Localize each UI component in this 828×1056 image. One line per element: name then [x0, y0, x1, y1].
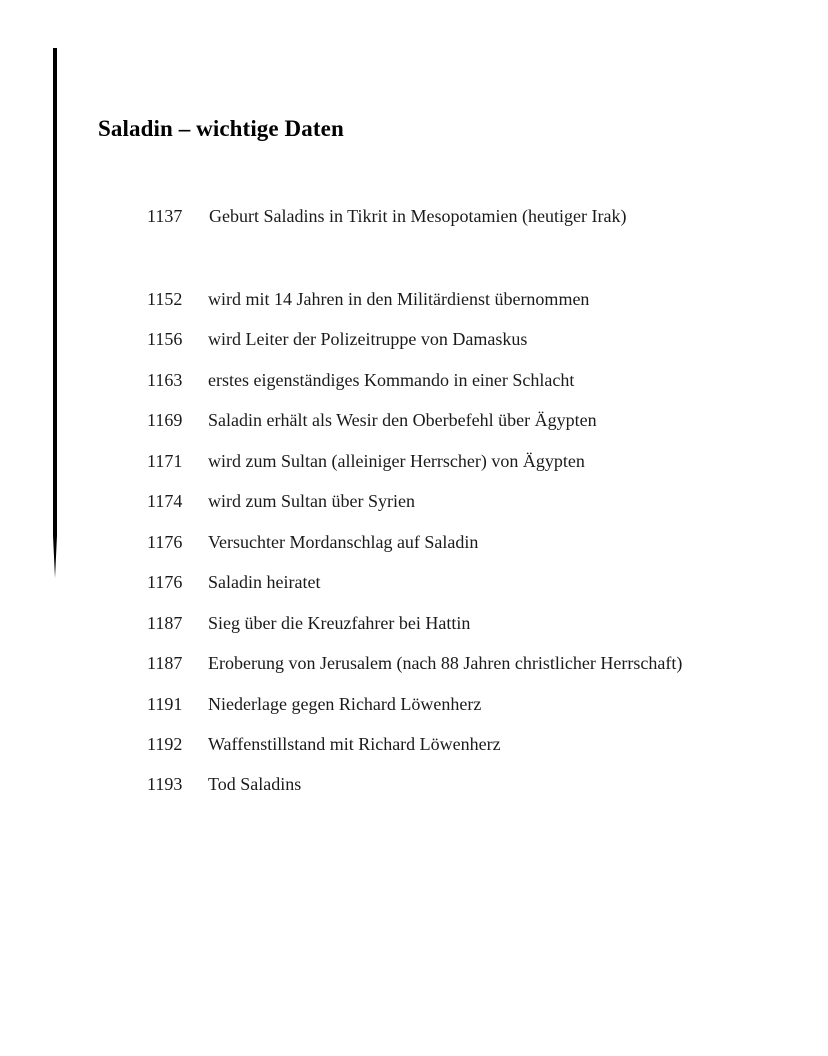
timeline-entry [147, 451, 585, 475]
entry-year: 1174 [147, 491, 183, 511]
timeline-entry [147, 329, 527, 353]
entry-event: erstes eigenständiges Kommando in einer Schlacht [208, 370, 575, 390]
entry-year: 1191 [147, 694, 183, 714]
entry-year: 1187 [147, 613, 183, 633]
timeline-entry [147, 532, 478, 556]
entry-year: 1137 [147, 206, 183, 226]
entry-event: Versuchter Mordanschlag auf Saladin [208, 532, 479, 552]
timeline-entry [147, 491, 415, 515]
entry-year: 1187 [147, 653, 183, 673]
timeline-entry-first [147, 206, 626, 230]
timeline-entry [147, 370, 574, 394]
entry-event: Tod Saladins [208, 774, 302, 794]
entry-year: 1192 [147, 734, 183, 754]
entry-event: Sieg über die Kreuzfahrer bei Hattin [208, 613, 471, 633]
entry-year: 1176 [147, 532, 183, 552]
entry-event: Geburt Saladins in Tikrit in Mesopotamien (heutiger Irak) [209, 206, 627, 226]
entry-event: Saladin heiratet [208, 572, 321, 592]
timeline-entry [147, 613, 470, 637]
timeline-entry [147, 734, 501, 758]
entry-year: 1169 [147, 410, 183, 430]
entry-event: wird zum Sultan über Syrien [208, 491, 415, 511]
entry-year: 1176 [147, 572, 183, 592]
timeline-entry [147, 289, 589, 313]
timeline-entry [147, 410, 597, 434]
entry-event: wird zum Sultan (alleiniger Herrscher) von Ägypten [208, 451, 585, 471]
timeline-entry [147, 653, 682, 677]
timeline-entry [147, 694, 481, 718]
entry-event: Niederlage gegen Richard Löwenherz [208, 694, 482, 714]
entry-year: 1163 [147, 370, 183, 390]
entry-event: wird Leiter der Polizeitruppe von Damaskus [208, 329, 528, 349]
entry-event: Saladin erhält als Wesir den Oberbefehl über Ägypten [208, 410, 597, 430]
timeline-entry [147, 774, 301, 798]
entry-event: wird mit 14 Jahren in den Militärdienst übernommen [208, 289, 590, 309]
margin-bar [53, 48, 57, 578]
entry-year: 1152 [147, 289, 183, 309]
page-title: Saladin – wichtige Daten [98, 116, 344, 141]
entry-year: 1156 [147, 329, 183, 349]
timeline-entry [147, 572, 320, 596]
entry-year: 1193 [147, 774, 183, 794]
entry-year: 1171 [147, 451, 183, 471]
entry-event: Waffenstillstand mit Richard Löwenherz [208, 734, 501, 754]
entry-event: Eroberung von Jerusalem (nach 88 Jahren christlicher Herrschaft) [208, 653, 683, 673]
